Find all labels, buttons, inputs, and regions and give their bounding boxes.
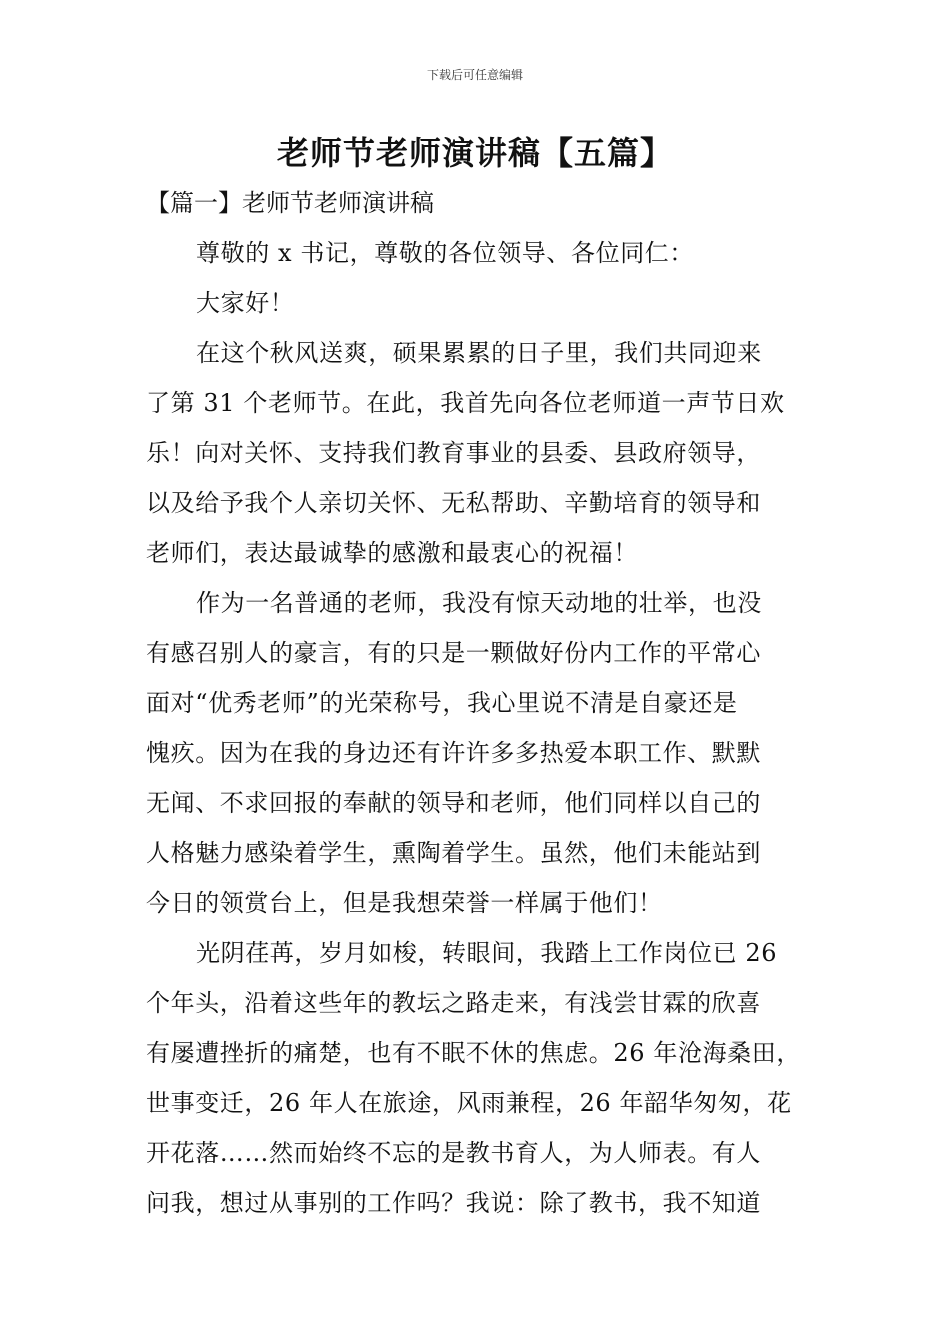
paragraph-line: 人格魅力感染着学生，熏陶着学生。虽然，他们未能站到: [146, 839, 761, 867]
section-heading: 【篇一】老师节老师演讲稿: [146, 189, 434, 217]
paragraph-line: 问我，想过从事别的工作吗？我说：除了教书，我不知道: [146, 1189, 761, 1217]
greeting: 大家好！: [196, 289, 295, 317]
paragraph-line: 乐！向对关怀、支持我们教育事业的县委、县政府领导，: [146, 439, 761, 467]
paragraph-line: 有感召别人的豪言，有的只是一颗做好份内工作的平常心: [146, 639, 761, 667]
paragraph-line: 开花落……然而始终不忘的是教书育人，为人师表。有人: [146, 1139, 761, 1167]
salutation: 尊敬的 x 书记，尊敬的各位领导、各位同仁：: [196, 239, 694, 267]
paragraph-line: 光阴荏苒，岁月如梭，转眼间，我踏上工作岗位已 26: [196, 939, 778, 967]
paragraph-line: 以及给予我个人亲切关怀、无私帮助、辛勤培育的领导和: [146, 489, 761, 517]
paragraph-line: 无闻、不求回报的奉献的领导和老师，他们同样以自己的: [146, 789, 761, 817]
paragraph-line: 个年头，沿着这些年的教坛之路走来，有浅尝甘霖的欣喜: [146, 989, 761, 1017]
paragraph-line: 作为一名普通的老师，我没有惊天动地的壮举，也没: [196, 589, 762, 617]
paragraph-line: 世事变迁，26 年人在旅途，风雨兼程，26 年韶华匆匆，花: [146, 1089, 792, 1117]
paragraph-line: 有屡遭挫折的痛楚，也有不眠不休的焦虑。26 年沧海桑田，: [146, 1039, 801, 1067]
paragraph-line: 老师们，表达最诚挚的感激和最衷心的祝福！: [146, 539, 638, 567]
paragraph-line: 了第 31 个老师节。在此，我首先向各位老师道一声节日欢: [146, 389, 785, 417]
document-title: 老师节老师演讲稿【五篇】: [276, 134, 673, 172]
paragraph-line: 在这个秋风送爽，硕果累累的日子里，我们共同迎来: [196, 339, 762, 367]
paragraph-line: 愧疚。因为在我的身边还有许许多多热爱本职工作、默默: [146, 739, 761, 767]
paragraph-line: 面对“优秀老师”的光荣称号，我心里说不清是自豪还是: [146, 689, 738, 717]
paragraph-line: 今日的领赏台上，但是我想荣誉一样属于他们！: [146, 889, 663, 917]
page-header-note: 下载后可任意编辑: [426, 68, 523, 82]
